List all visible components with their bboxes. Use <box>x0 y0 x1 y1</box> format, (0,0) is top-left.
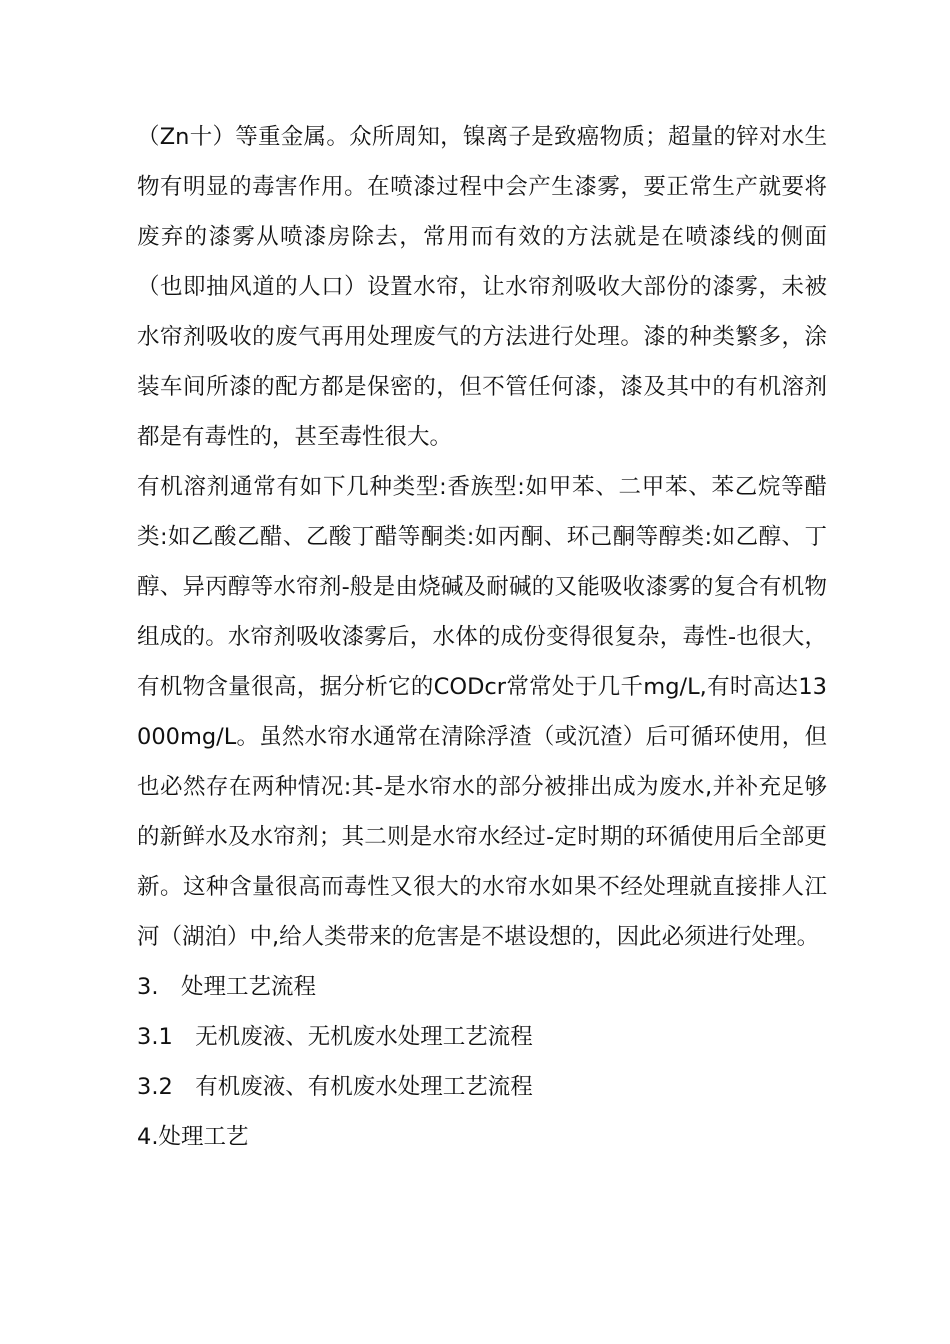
body-paragraph-2: 有机溶剂通常有如下几种类型:香族型:如甲苯、二甲苯、苯乙烷等醋类:如乙酸乙醋、乙酸丁醋等酮类:如丙酮、环己酮等醇类:如乙醇、丁醇、异丙醇等水帘剂-般是由烧碱及耐碱的又能吸收漆雾的复合有机物组成的。水帘剂吸收漆雾后，水体的成份变得很复杂，毒性-也很大，有机物含量很高，据分析它的CODcr常常处于几千mg/L,有时高达13000mg/L。虽然水帘水通常在清除浮渣（或沉渣）后可循环使用，但也必然存在两种情况:其-是水帘水的部分被排出成为废水,并补充足够的新鲜水及水帘剂；其二则是水帘水经过-定时期的环循使用后全部更新。这种含量很高而毒性又很大的水帘水如果不经处理就直接排人江河（湖泊）中,给人类带来的危害是不堪设想的，因此必须进行处理。 <box>137 474 827 950</box>
document-page <box>137 112 827 1162</box>
section-heading-3-1: 3.1 无机废液、无机废水处理工艺流程 <box>137 1024 533 1050</box>
body-paragraph-1: （Zn十）等重金属。众所周知，镍离子是致癌物质；超量的锌对水生物有明显的毒害作用。在喷漆过程中会产生漆雾，要正常生产就要将废弃的漆雾从喷漆房除去，常用而有效的方法就是在喷漆线的侧面（也即抽风道的人口）设置水帘，让水帘剂吸收大部份的漆雾，未被水帘剂吸收的废气再用处理废气的方法进行处理。漆的种类繁多，涂装车间所漆的配方都是保密的，但不管任何漆，漆及其中的有机溶剂都是有毒性的，甚至毒性很大。 <box>137 124 827 450</box>
section-heading-4: 4.处理工艺 <box>137 1124 249 1150</box>
section-heading-3-2: 3.2 有机废液、有机废水处理工艺流程 <box>137 1074 533 1100</box>
section-heading-3: 3. 处理工艺流程 <box>137 974 316 1000</box>
